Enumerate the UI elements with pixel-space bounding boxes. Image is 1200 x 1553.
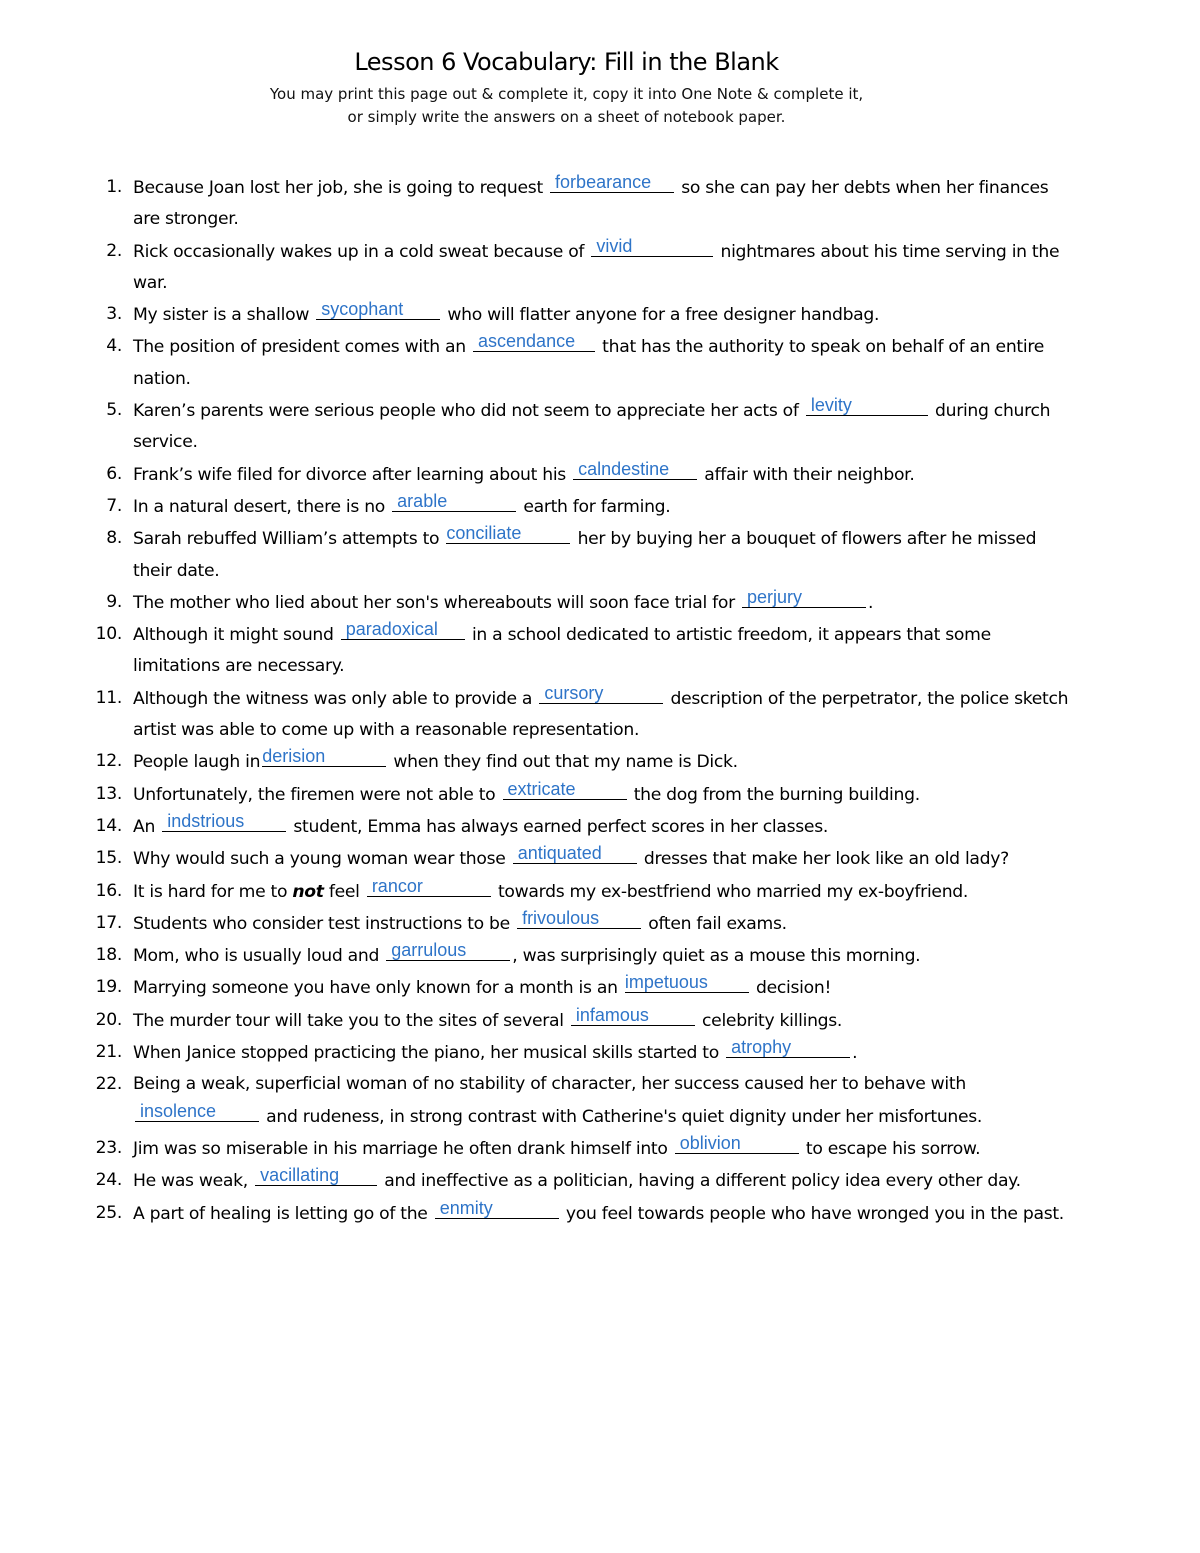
question-text-after: the dog from the burning building.	[628, 784, 920, 805]
answer-blank[interactable]	[135, 1101, 259, 1122]
question-number: 21.	[95, 1042, 122, 1063]
answer-blank[interactable]	[513, 843, 637, 864]
question-item	[86, 236, 1076, 300]
answer-text: antiquated	[517, 843, 602, 864]
answer-text: garrulous	[391, 940, 467, 961]
answer-blank[interactable]	[625, 972, 749, 993]
answer-text: cursory	[544, 682, 604, 703]
question-item	[86, 843, 1076, 875]
question-text-after: , was surprisingly quiet as a mouse this morning.	[512, 946, 921, 967]
answer-text: perjury	[747, 586, 803, 607]
question-text-after: that has the authority to speak on behalf of an entire nation.	[133, 337, 1044, 389]
question-number: 4.	[106, 336, 122, 357]
question-number: 20.	[95, 1009, 122, 1030]
question-text-after: nightmares about his time serving in the war.	[133, 241, 1060, 293]
answer-text: atrophy	[731, 1037, 792, 1058]
answer-text: indstrious	[167, 810, 245, 831]
question-text-before: It is hard for me to	[133, 881, 293, 902]
question-text-before: The murder tour will take you to the sites of several	[133, 1010, 569, 1031]
question-text-before-2: feel	[323, 881, 365, 902]
answer-blank[interactable]	[341, 619, 465, 640]
question-item	[86, 1037, 1076, 1069]
answer-text: vivid	[596, 235, 633, 256]
answer-blank[interactable]	[386, 940, 510, 961]
answer-text: levity	[810, 395, 852, 416]
answer-text: frivoulous	[522, 907, 600, 928]
question-item	[86, 459, 1076, 491]
question-item	[86, 587, 1076, 619]
question-text-before: Mom, who is usually loud and	[133, 946, 385, 967]
question-text-after: and ineffective as a politician, having a different policy idea every other day.	[379, 1171, 1021, 1192]
question-text-before: An	[133, 816, 161, 837]
question-number: 11.	[95, 687, 122, 708]
question-number: 18.	[95, 945, 122, 966]
instructions-line-2: or simply write the answers on a sheet of notebook paper.	[347, 108, 786, 126]
answer-text: arable	[397, 490, 448, 511]
question-text-before: Being a weak, superficial woman of no stability of character, her success caused her to behave with	[133, 1074, 966, 1095]
question-text-after: often fail exams.	[643, 913, 787, 934]
question-text-before: He was weak,	[133, 1171, 254, 1192]
question-item	[86, 523, 1076, 587]
question-item	[86, 779, 1076, 811]
question-number: 6.	[106, 463, 122, 484]
question-text-before: People laugh in	[133, 752, 261, 773]
question-text-after: dresses that make her look like an old lady?	[638, 849, 1009, 870]
question-text-before: Rick occasionally wakes up in a cold sweat because of	[133, 241, 590, 262]
question-item	[86, 619, 1076, 683]
question-text-after: when they find out that my name is Dick.	[388, 752, 738, 773]
answer-blank[interactable]	[742, 587, 866, 608]
answer-text: infamous	[575, 1004, 649, 1025]
question-number: 10.	[95, 624, 122, 645]
question-text-after: decision!	[750, 978, 832, 999]
question-item	[86, 299, 1076, 331]
answer-text: rancor	[371, 875, 423, 896]
question-number: 14.	[95, 815, 122, 836]
question-number: 17.	[95, 912, 122, 933]
question-item	[86, 172, 1076, 236]
question-number: 23.	[95, 1137, 122, 1158]
question-text-after: affair with their neighbor.	[699, 464, 915, 485]
answer-blank[interactable]	[573, 459, 697, 480]
question-text-after: so she can pay her debts when her finances are stronger.	[133, 178, 1049, 230]
question-item	[86, 940, 1076, 972]
answer-blank[interactable]	[255, 1165, 377, 1186]
answer-text: calndestine	[578, 458, 670, 479]
question-text-before: Frank’s wife filed for divorce after learning about his	[133, 464, 572, 485]
question-number: 22.	[95, 1074, 122, 1095]
question-number: 13.	[95, 783, 122, 804]
question-text-before: My sister is a shallow	[133, 305, 315, 326]
question-item	[86, 1198, 1076, 1230]
question-item	[86, 1005, 1076, 1037]
question-item	[86, 1165, 1076, 1197]
question-number: 8.	[106, 528, 122, 549]
page-title: Lesson 6 Vocabulary: Fill in the Blank	[354, 48, 779, 76]
question-item	[86, 491, 1076, 523]
question-number: 16.	[95, 880, 122, 901]
answer-blank[interactable]	[571, 1005, 695, 1026]
answer-blank[interactable]	[473, 331, 595, 352]
answer-text: ascendance	[478, 331, 576, 352]
question-text-before: Marrying someone you have only known for a month is an	[133, 978, 623, 999]
answer-blank[interactable]	[517, 908, 641, 929]
question-text-after: during church service.	[133, 401, 1051, 453]
question-text-before: Sarah rebuffed William’s attempts to	[133, 529, 445, 550]
question-number: 12.	[95, 751, 122, 772]
question-text-before: Students who consider test instructions to be	[133, 913, 516, 934]
question-text-after: description of the perpetrator, the police sketch artist was able to come up with a reasonable representation.	[133, 688, 1069, 741]
question-item	[86, 331, 1076, 395]
question-text-before: The position of president comes with an	[133, 337, 472, 358]
question-text-before: Karen’s parents were serious people who did not seem to appreciate her acts of	[133, 401, 804, 422]
question-text-after: earth for farming.	[518, 496, 671, 517]
question-text-before: Although it might sound	[133, 625, 339, 646]
answer-blank[interactable]	[367, 876, 491, 897]
question-number: 5.	[106, 400, 122, 421]
answer-text: insolence	[140, 1100, 217, 1121]
question-text-after: .	[852, 1043, 858, 1064]
question-text-before: A part of healing is letting go of the	[133, 1203, 433, 1224]
question-number: 1.	[106, 177, 122, 197]
answer-blank[interactable]	[262, 746, 386, 767]
answer-blank[interactable]	[539, 683, 663, 704]
question-item	[86, 395, 1076, 459]
question-number: 24.	[95, 1170, 122, 1191]
question-item	[86, 1069, 1076, 1133]
question-item	[86, 811, 1076, 843]
question-text-before: Jim was so miserable in his marriage he often drank himself into	[133, 1138, 673, 1159]
question-text-before: Although the witness was only able to provide a	[133, 688, 538, 709]
question-text-after: towards my ex-bestfriend who married my ex-boyfriend.	[492, 881, 969, 902]
answer-blank[interactable]	[446, 523, 570, 544]
question-text-after: her by buying her a bouquet of flowers after he missed their date.	[133, 529, 1037, 581]
question-text-after: and rudeness, in strong contrast with Catherine's quiet dignity under her misfortunes.	[261, 1106, 983, 1127]
question-item	[86, 746, 1076, 778]
question-item	[86, 683, 1076, 747]
question-text-before: Unfortunately, the firemen were not able to	[133, 784, 501, 805]
question-number: 9.	[106, 591, 122, 612]
answer-blank[interactable]	[392, 491, 516, 512]
question-text-after: to escape his sorrow.	[800, 1138, 981, 1159]
question-text-after: student, Emma has always earned perfect scores in her classes.	[288, 816, 829, 837]
answer-text: paradoxical	[345, 619, 438, 640]
question-item	[86, 1133, 1076, 1165]
question-text-before: When Janice stopped practicing the piano, her musical skills started to	[133, 1043, 725, 1064]
question-number: 15.	[95, 848, 122, 869]
answer-blank[interactable]	[503, 779, 627, 800]
question-number: 25.	[95, 1202, 122, 1223]
answer-text: oblivion	[679, 1132, 741, 1153]
question-text-before: Because Joan lost her job, she is going to request	[133, 178, 549, 198]
answer-blank[interactable]	[675, 1133, 799, 1154]
question-text-after: you feel towards people who have wronged you in the past.	[560, 1203, 1064, 1224]
answer-text: enmity	[439, 1197, 493, 1218]
question-text-after: celebrity killings.	[696, 1010, 843, 1031]
emphasized-word: not	[292, 881, 324, 902]
answer-blank[interactable]	[162, 811, 286, 832]
answer-blank[interactable]	[726, 1037, 850, 1058]
answer-text: vacillating	[260, 1165, 340, 1186]
question-number: 2.	[106, 240, 122, 261]
instructions-line-1: You may print this page out & complete it, copy it into One Note & complete it,	[269, 85, 864, 103]
question-text-before: In a natural desert, there is no	[133, 496, 391, 517]
question-number: 7.	[106, 495, 122, 516]
question-text-after: .	[868, 592, 874, 613]
answer-text: impetuous	[624, 972, 708, 993]
answer-text: sycophant	[321, 299, 404, 320]
answer-blank[interactable]	[591, 236, 713, 257]
answer-text: extricate	[507, 778, 576, 799]
answer-blank[interactable]	[550, 172, 674, 193]
question-text-before: The mother who lied about her son's whereabouts will soon face trial for	[133, 592, 741, 613]
answer-blank[interactable]	[806, 395, 928, 416]
question-item	[86, 972, 1076, 1004]
question-list	[86, 172, 1076, 1230]
question-item	[86, 876, 1076, 908]
answer-blank[interactable]	[316, 299, 440, 320]
question-number: 19.	[95, 977, 122, 998]
question-item	[86, 908, 1076, 940]
question-text-after: in a school dedicated to artistic freedom, it appears that some limitations are necessary.	[133, 625, 991, 677]
question-text-before: Why would such a young woman wear those	[133, 849, 511, 870]
answer-text: derision	[262, 746, 326, 767]
answer-text: conciliate	[446, 523, 522, 544]
answer-blank[interactable]	[435, 1198, 559, 1219]
question-number: 3.	[106, 304, 122, 325]
answer-text: forbearance	[555, 172, 652, 192]
question-text-after: who will flatter anyone for a free designer handbag.	[442, 305, 880, 326]
